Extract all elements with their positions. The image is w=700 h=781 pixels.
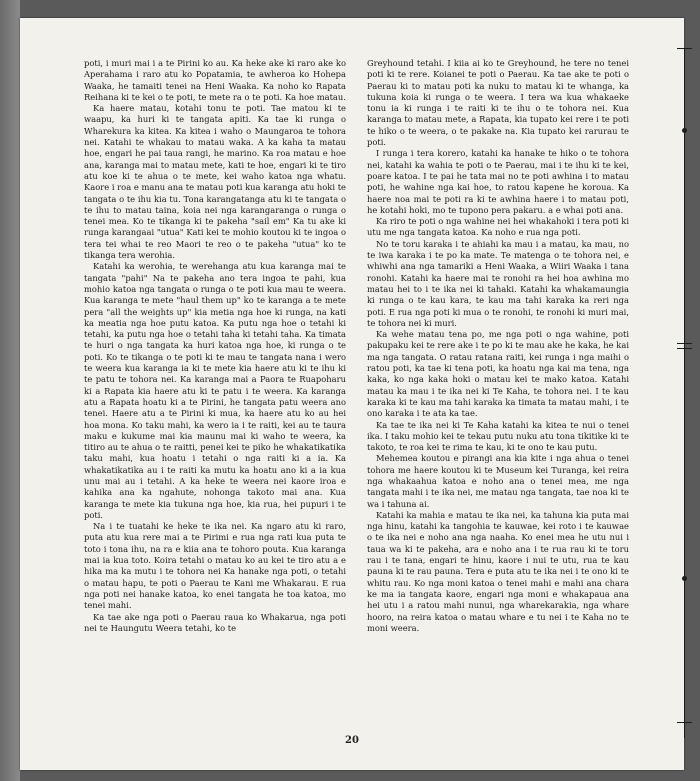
binding-tick [677,48,692,49]
binding-tick [677,343,692,344]
binding-line [684,48,685,738]
left-paragraph-4: Na i te tuatahi ke heke te ika nei. Ka ngaro atu ki raro, puta atu kua rere mai a te Pirimi e rua nga rati kua puta te toto i tona ihu, na ra e kiia ana te tohoro pouta. Kua karanga mai ia kua toto. Koira tetahi o matau ko au kei te tiro atu a e hika ma ka mutu i te tohora nei Ka hanake nga poti, o tetahi o matau hapu, te poti o Paerau te Kani me Whakarau. E rua nga poti nei hanake katoa, ko enei tangata he toa katoa, mo tenei mahi. [84,521,346,611]
right-paragraph-6: Ka tae te ika nei ki Te Kaha katahi ka kitea te nui o tenei ika. I taku mohio kei te tekau putu nuku atu tona tikitike ki te takoto, te roa kei te rima te kau, ki te ono te kau putu. [367,419,629,453]
right-column [367,58,629,634]
left-paragraph-1: poti, i muri mai i a te Pirini ko au. Ka heke ake ki raro ake ko Aperahama i raro atu ko Popatamia, te awheroa ko Hohepa Waaka, he tamaiti tenei na Heni Waaka. Ka noho ko Rapata Reihana ki te kei o te poti, te mete ra o te poti. Ka hoe matau. [84,58,346,102]
page-number: 20 [345,735,359,746]
left-paragraph-2: Ka haere matau, kotahi tonu te poti. Tae matou ki te waapu, ka huri ki te tangata apiti. Ka tae ki runga o Wharekura ka kitea. Ka kitea i waho o Maungaroa te tohora nei. Katahi te whakau to matau waka. A ka kaha ta matau hoe, engari he pai taua rangi, he marino. Ka roa matau e hoe ana, karanga mai to matau mete, kati te hoe, engari ki te tiro atu koe ki te ahua o te mete, kei waho katoa nga whatu. Kaore i roa e manu ana te matau poti kua karanga atu hoki te tangata o te ihu kia tu. Tona karangatanga atu ki te tangata o te ihu to matau taina, koia nei nga karangaranga o runga o tenei mea. Ko te tikanga ki te pakeha "sail em" Ka tu ake ki runga karangaai "utua" Kati kei te mohio koutou ki te ingoa o tera tei whai te reo Maori te reo o te pakeha "utua" ko te tikanga tera werohia. [84,103,346,261]
right-paragraph-4: No te toru karaka i te ahiahi ka mau i a matau, ka mau, no te iwa karaka i te po ka mate. Te matenga o te tohora nei, e whiwhi ana nga tamariki a Heni Waaka, a Wiiri Waaka i tana ronohi. Katahi ka haere mai te ronohi ra hei hoa awhina mo matau hei to i te ika nei ki tahaki. Katahi ka whakamaungia ki runga o te kau kara, te kau ma tahi karaka ka reri nga poti. E rua nga poti ki mua o te ronohi, te ronohi ki muri mai, te tohora nei ki muri. [367,238,629,328]
left-paragraph-5: Ka tae ake nga poti o Paerau raua ko Whakarua, nga poti nei te Haungutu Weera tetahi, ko te [84,611,346,633]
binding-dot [682,576,687,581]
left-column [84,58,346,634]
binding-tick [677,722,692,723]
right-paragraph-3: Ka riro te poti o nga wahine nei hei whakahoki i tera poti ki utu me nga tangata katoa. Ka noho e rua nga poti. [367,216,629,238]
right-paragraph-7: Mehemea koutou e pirangi ana kia kite i nga ahua o tenei tohora me haere koutou ki te Museum kei Turanga, kei reira nga whakaahua katoa e noho ana o tenei mea, me nga tangata mahi i te ika nei, me matau nga tangata, tae noa ki te wa i tahuna ai. [367,453,629,509]
binding-tick [677,348,692,349]
right-paragraph-2: I runga i tera korero, katahi ka hanake te hiko o te tohora nei, katahi ka wahia te poti o te Paerau, mai i te ihu ki te kei, poare katoa. I te pai he tata mai no te poti awhina i to matau poti, he wahine nga kai hoe, to ratou kapene he koroua. Ka haere noa mai te poti ra ki te awhina haere i to matau poti, he kotahi hoki, mo te tupono pera pakaru. a e whai poti ana. [367,148,629,215]
right-paragraph-5: Ka wehe matau tena po, me nga poti o nga wahine, poti pakupaku kei te rere ake i te po ki te mau ake he kaka, he kai ma nga tangata. O ratau ratana raiti, kei runga i nga maihi o ratou poti, ka tae ki tena poti, ka hoatu nga kai ma tena, nga kaka, ko nga kaka hoki o matau kei te mako katoa. Katahi matau ka mau i te ika nei ki Te Kaha, te tohora nei. I te kau karaka ki te kau ma tahi karaka ka timata ta matau mahi, i te ono karaka i te ata ka tae. [367,329,629,419]
left-paragraph-3: Katahi ka werohia, te werehanga atu kua karanga mai te tangata "pahi" Na te pakeha ano tera ingoa te pahi, kua mohio katoa nga tangata o runga o te poti kua mau te weera. Kua karanga te mete "haul them up" ko te karanga a te mete pera "all the weights up" kia metia nga hoe ki runga, na kati ka meatia nga hoe putu katoa. Ka putu nga hoe o tetahi ki tetahi, ka putu nga hoe o tetahi taha ki tetahi taha. Ka timata te huri o nga tangata ka huri katoa nga hoe, ki runga o te poti. Ko te tikanga o te poti ki te mau te tangata nana i wero te weera kua karanga ia ki te mete kia haere atu ki te ihu ki te patu te tohora nei. Ka karanga mai a Paora te Ruapoharu ki a Rapata kia haere atu ki te patu i te weera. Ka karanga atu a Rapata hoatu ki a te Pirini, he tangata patu weera ano tenei. Haere atu a te Pirini ki mua, ka haere atu ko au hei hoa mona. Ko taku mahi, ka wero ia i te raiti, kei au te taura maku e kukume mai kia maunu mai ki waho te weera, ka titiro au te ahua o te raitti, penei kei te piko he whakatikatika taku mahi, kua hoatu i tetahi o nga raiti ki a ia. Ka whakatikatika au i te raiti ka mutu ka hoatu ano ki a ia kua unu mai au i tetahi. A ka heke te weera nei kaore iroa e kahika ana ka ngahute, nohonga takoto mai ana. Kua karanga te mete kia tukuna nga hoe, kia rua, hei pupuri i te poti. [84,261,346,520]
binding-margin-rule [676,18,694,770]
right-paragraph-1: Greyhound tetahi. I kiia ai ko te Greyhound, he tere no tenei poti ki te rere. Koianei te poti o Paerau. Ka tae ake te poti o Paerau ki to matau poti ka nuku to matau ki te whanga, ka tukuna koia ki runga o te weera. I tera wa kua whakaeke tonu ia ki runga i te raiti ki te ihu o te tohora nei. Kua karanga to matau mete, a Rapata, kia tupato kei rere i te poti te hiko o te weera, o te pakake na. Kia tupato kei rarurau te poti. [367,58,629,148]
scan-left-edge [0,0,20,781]
binding-dot [682,128,687,133]
document-page [20,18,684,770]
right-paragraph-8: Katahi ka mahia e matau te ika nei, ka tahuna kia puta mai nga hinu, katahi ka tangohia te kauwae, kei roto i te kauwae o te ika nei e noho ana nga naaha. Ko enei mea he utu nui i taua wa ki te pakeha, ara e noho ana i te rua rau ki te toru rau i te tana, engari te hinu, kaore i nui te utu, rua te kau pauna ki te rau pauna. Tera e puta atu te ika nei i te ono ki te whitu rau. Ko nga moni katoa o tenei mahi e mahi ana chara ke ma ia tangata kaore, engari nga moni e whakapaua ana hei utu i a ratou mahi nunui, nga wharekarakia, nga whare hooro, na reira katoa o matau whare e tu nei i te Kaha no te moni weera. [367,509,629,633]
